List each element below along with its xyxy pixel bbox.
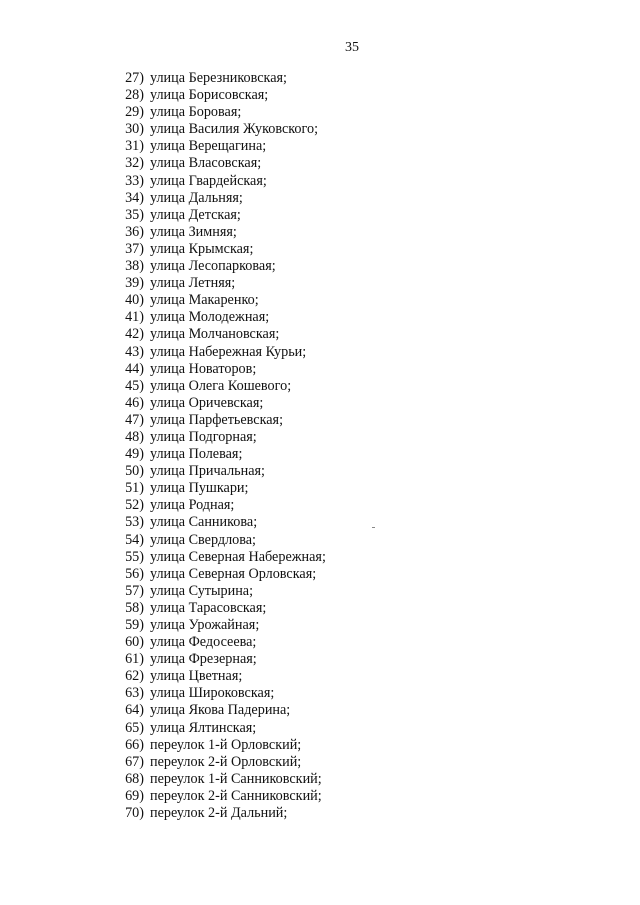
list-item-number: 39) <box>125 275 144 292</box>
list-item <box>112 617 326 634</box>
list-item <box>112 395 326 412</box>
list-item-text: улица Лесопарковая; <box>150 258 276 275</box>
list-item-number: 67) <box>125 753 144 770</box>
list-item-text: улица Макаренко; <box>150 292 259 309</box>
list-item-number: 52) <box>125 497 144 514</box>
list-item-number: 33) <box>125 172 144 189</box>
list-item-number: 34) <box>125 189 144 206</box>
list-item-number: 49) <box>125 446 144 463</box>
list-item-number: 68) <box>125 770 144 787</box>
list-item-text: улица Гвардейская; <box>150 172 267 189</box>
list-item-text: улица Детская; <box>150 206 241 223</box>
list-item <box>112 480 326 497</box>
list-item-number: 46) <box>125 394 144 411</box>
list-item-text: улица Дальняя; <box>150 189 243 206</box>
street-list <box>112 70 326 822</box>
list-item-text: улица Полевая; <box>150 446 243 463</box>
list-item-text: улица Широковская; <box>150 685 275 702</box>
list-item-number: 65) <box>125 719 144 736</box>
list-item-number: 56) <box>125 565 144 582</box>
list-item <box>112 532 326 549</box>
list-item-text: переулок 2-й Орловский; <box>150 753 302 770</box>
list-item-text: улица Северная Набережная; <box>150 548 326 565</box>
list-item <box>112 155 326 172</box>
list-item-text: улица Якова Падерина; <box>150 702 291 719</box>
list-item-text: улица Федосеева; <box>150 634 257 651</box>
list-item <box>112 258 326 275</box>
list-item-number: 31) <box>125 138 144 155</box>
list-item <box>112 429 326 446</box>
list-item <box>112 720 326 737</box>
list-item <box>112 104 326 121</box>
list-item-number: 66) <box>125 736 144 753</box>
list-item <box>112 788 326 805</box>
list-item-number: 57) <box>125 582 144 599</box>
list-item <box>112 771 326 788</box>
list-item <box>112 344 326 361</box>
list-item-text: улица Оричевская; <box>150 394 264 411</box>
list-item-text: улица Сутырина; <box>150 582 254 599</box>
list-item-text: улица Василия Жуковского; <box>150 121 319 138</box>
list-item <box>112 463 326 480</box>
list-item-number: 44) <box>125 360 144 377</box>
list-item <box>112 326 326 343</box>
list-item-text: улица Молчановская; <box>150 326 280 343</box>
list-item <box>112 87 326 104</box>
list-item <box>112 634 326 651</box>
list-item-number: 58) <box>125 599 144 616</box>
list-item-number: 53) <box>125 514 144 531</box>
list-item-text: улица Верещагина; <box>150 138 267 155</box>
list-item-text: улица Причальная; <box>150 463 265 480</box>
list-item-number: 51) <box>125 480 144 497</box>
list-item-number: 48) <box>125 428 144 445</box>
list-item <box>112 549 326 566</box>
list-item-text: улица Тарасовская; <box>150 599 267 616</box>
list-item <box>112 412 326 429</box>
list-item-number: 32) <box>125 155 144 172</box>
list-item-number: 35) <box>125 206 144 223</box>
list-item-text: улица Набережная Курьи; <box>150 343 307 360</box>
list-item <box>112 600 326 617</box>
list-item-number: 54) <box>125 531 144 548</box>
list-item-text: переулок 1-й Санниковский; <box>150 770 322 787</box>
list-item-text: улица Цветная; <box>150 668 243 685</box>
list-item-text: улица Свердлова; <box>150 531 257 548</box>
list-item <box>112 138 326 155</box>
list-item-text: улица Ялтинская; <box>150 719 257 736</box>
list-item <box>112 685 326 702</box>
list-item-number: 61) <box>125 651 144 668</box>
list-item-text: улица Крымская; <box>150 240 254 257</box>
list-item <box>112 754 326 771</box>
list-item-text: улица Пушкари; <box>150 480 249 497</box>
list-item-number: 28) <box>125 87 144 104</box>
list-item <box>112 737 326 754</box>
list-item-number: 38) <box>125 258 144 275</box>
list-item <box>112 70 326 87</box>
list-item-number: 55) <box>125 548 144 565</box>
list-item-number: 40) <box>125 292 144 309</box>
list-item-text: улица Борисовская; <box>150 87 269 104</box>
list-item-number: 41) <box>125 309 144 326</box>
list-item <box>112 651 326 668</box>
list-item <box>112 361 326 378</box>
list-item-number: 63) <box>125 685 144 702</box>
list-item <box>112 121 326 138</box>
list-item <box>112 207 326 224</box>
list-item-number: 50) <box>125 463 144 480</box>
list-item-text: улица Власовская; <box>150 155 262 172</box>
list-item <box>112 497 326 514</box>
list-item <box>112 224 326 241</box>
list-item-text: улица Зимняя; <box>150 223 237 240</box>
list-item-number: 29) <box>125 104 144 121</box>
list-item-text: улица Родная; <box>150 497 235 514</box>
list-item-text: улица Урожайная; <box>150 617 260 633</box>
list-item-text: улица Парфетьевская; <box>150 411 284 428</box>
list-item-text: улица Березниковская; <box>150 70 287 86</box>
list-item-text: улица Фрезерная; <box>150 651 257 668</box>
list-item-number: 36) <box>125 223 144 240</box>
list-item-number: 27) <box>125 70 144 86</box>
list-item-text: улица Северная Орловская; <box>150 565 317 582</box>
list-item-text: улица Подгорная; <box>150 428 257 445</box>
list-item-number: 70) <box>125 805 144 822</box>
list-item-text: переулок 1-й Орловский; <box>150 736 302 753</box>
list-item-text: улица Молодежная; <box>150 309 270 326</box>
list-item <box>112 173 326 190</box>
list-item-text: улица Летняя; <box>150 275 236 292</box>
page-number: 35 <box>345 40 359 55</box>
scan-speck <box>372 527 375 528</box>
list-item-number: 62) <box>125 668 144 685</box>
list-item <box>112 566 326 583</box>
list-item-number: 37) <box>125 240 144 257</box>
list-item <box>112 702 326 719</box>
list-item-text: улица Олега Кошевого; <box>150 377 292 394</box>
list-item-text: переулок 2-й Дальний; <box>150 805 288 822</box>
list-item-number: 30) <box>125 121 144 138</box>
list-item-text: улица Санникова; <box>150 514 258 531</box>
list-item <box>112 378 326 395</box>
list-item <box>112 514 326 531</box>
list-item-text: улица Новаторов; <box>150 360 257 377</box>
list-item-number: 64) <box>125 702 144 719</box>
list-item-number: 43) <box>125 343 144 360</box>
list-item <box>112 446 326 463</box>
list-item-number: 69) <box>125 787 144 804</box>
list-item-text: улица Боровая; <box>150 104 242 121</box>
list-item <box>112 190 326 207</box>
list-item <box>112 583 326 600</box>
list-item <box>112 668 326 685</box>
list-item <box>112 275 326 292</box>
list-item-number: 47) <box>125 411 144 428</box>
list-item <box>112 292 326 309</box>
list-item-text: переулок 2-й Санниковский; <box>150 787 322 804</box>
list-item-number: 60) <box>125 634 144 651</box>
list-item <box>112 309 326 326</box>
list-item <box>112 805 326 822</box>
list-item-number: 59) <box>125 617 144 633</box>
list-item-number: 42) <box>125 326 144 343</box>
list-item-number: 45) <box>125 377 144 394</box>
list-item <box>112 241 326 258</box>
